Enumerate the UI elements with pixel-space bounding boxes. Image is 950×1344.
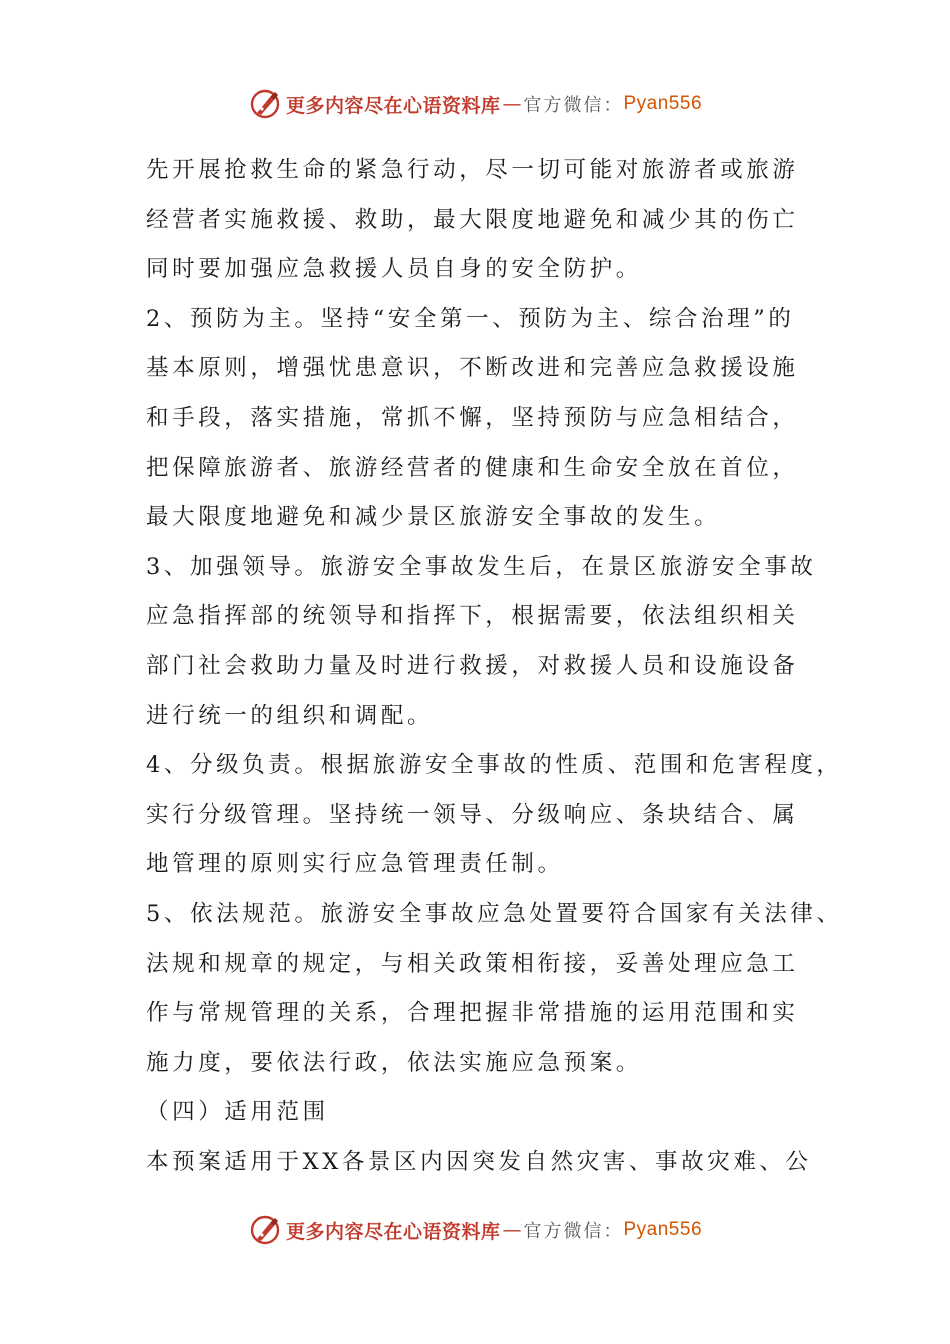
body-line: 5、依法规范。旅游安全事故应急处置要符合国家有关法律、 [146, 900, 843, 927]
body-line: 把保障旅游者、旅游经营者的健康和生命安全放在首位， [146, 454, 799, 481]
pen-nib-logo-icon [248, 87, 282, 121]
body-line: 进行统一的组织和调配。 [146, 702, 434, 729]
body-line: 部门社会救助力量及时进行救援，对救援人员和设施设备 [146, 652, 799, 679]
body-line: 最大限度地避免和减少景区旅游安全事故的发生。 [146, 504, 721, 531]
footer-banner [0, 1210, 950, 1250]
wechat-label: 官方微信： [523, 95, 624, 116]
wechat-label: 官方微信： [523, 1221, 624, 1242]
body-line: 施力度，要依法行政，依法实施应急预案。 [146, 1049, 642, 1076]
body-line: 基本原则，增强忧患意识，不断改进和完善应急救援设施 [146, 355, 799, 382]
banner-separator: — [502, 1219, 522, 1241]
body-line: 2、预防为主。坚持“安全第一、预防为主、综合治理”的 [146, 305, 795, 332]
body-line: 和手段，落实措施，常抓不懈，坚持预防与应急相结合， [146, 404, 799, 431]
body-line: 先开展抢救生命的紧急行动，尽一切可能对旅游者或旅游 [146, 157, 799, 183]
body-line: 4、分级负责。根据旅游安全事故的性质、范围和危害程度， [146, 752, 843, 779]
pen-nib-logo-icon [248, 1213, 282, 1247]
body-line: 本预案适用于XX各景区内因突发自然灾害、事故灾难、公 [146, 1148, 812, 1175]
site-name: 更多内容尽在心语资料库 [285, 1220, 501, 1243]
body-line: 经营者实施救援、救助，最大限度地避免和减少其的伤亡 [146, 206, 799, 233]
body-line: 地管理的原则实行应急管理责任制。 [146, 851, 564, 878]
body-line: 法规和规章的规定，与相关政策相衔接，妥善处理应急工 [146, 950, 799, 977]
site-name: 更多内容尽在心语资料库 [285, 94, 501, 117]
body-line: 实行分级管理。坚持统一领导、分级响应、条块结合、属 [146, 801, 799, 828]
header-banner [0, 84, 950, 124]
body-line: 同时要加强应急救援人员自身的安全防护。 [146, 256, 642, 283]
wechat-account: Pyan556 [623, 1219, 703, 1240]
document-body [146, 146, 843, 1187]
banner-separator: — [502, 93, 522, 115]
body-line: 3、加强领导。旅游安全事故发生后，在景区旅游安全事故 [146, 553, 817, 580]
wechat-account: Pyan556 [623, 93, 703, 114]
section-heading: （四）适用范围 [146, 1099, 329, 1126]
body-line: 作与常规管理的关系，合理把握非常措施的运用范围和实 [146, 1000, 799, 1027]
body-line: 应急指挥部的统领导和指挥下，根据需要，依法组织相关 [146, 603, 799, 630]
